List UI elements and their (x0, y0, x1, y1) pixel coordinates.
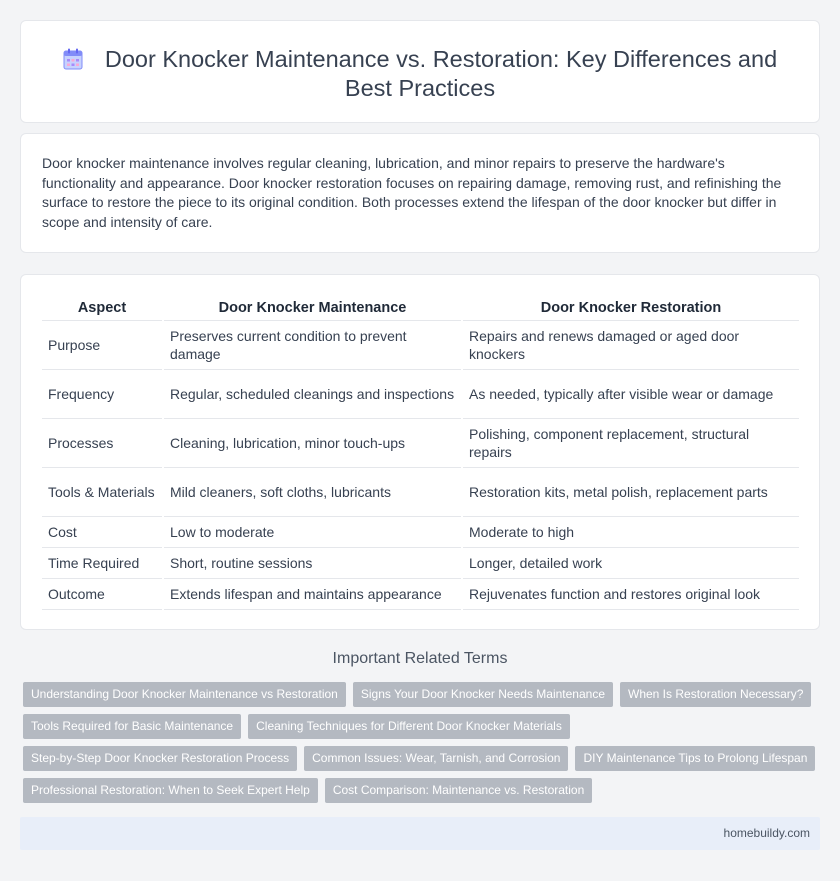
related-term-tag[interactable]: Common Issues: Wear, Tarnish, and Corrosion (304, 746, 568, 771)
table-row (42, 467, 799, 516)
table-cell: Cost (42, 516, 163, 547)
table-cell: Purpose (42, 320, 163, 369)
calendar-icon (63, 48, 83, 70)
table-cell: Tools & Materials (42, 467, 163, 516)
table-cell: Regular, scheduled cleanings and inspections (163, 369, 462, 418)
footer-bar (20, 817, 820, 850)
related-term-tag[interactable]: Tools Required for Basic Maintenance (23, 714, 241, 739)
table-cell: Mild cleaners, soft cloths, lubricants (163, 467, 462, 516)
table-cell: Frequency (42, 369, 163, 418)
table-cell: Moderate to high (462, 516, 799, 547)
table-cell: Short, routine sessions (163, 547, 462, 578)
table-row (42, 369, 799, 418)
page-title: Door Knocker Maintenance vs. Restoration: Key Differences and Best Practices (104, 46, 778, 101)
header-aspect: Aspect (42, 295, 163, 320)
related-term-tag[interactable]: When Is Restoration Necessary? (620, 682, 811, 707)
comparison-table (42, 295, 799, 610)
comparison-card (20, 274, 820, 630)
table-row (42, 547, 799, 578)
table-cell: Longer, detailed work (462, 547, 799, 578)
table-header-row (42, 295, 799, 320)
header-restoration: Door Knocker Restoration (462, 295, 799, 320)
intro-paragraph: Door knocker maintenance involves regular cleaning, lubrication, and minor repairs to preserve the hardware's functionality and appearance. Door knocker restoration focuses on repairing damage, removing rust, and refinishing the surface to restore the piece to its original condition. Both processes extend the lifespan of the door knocker but differ in scope and intensity of care. (42, 155, 782, 230)
related-term-tag[interactable]: Cleaning Techniques for Different Door Knocker Materials (248, 714, 570, 739)
header-maintenance: Door Knocker Maintenance (163, 295, 462, 320)
related-term-tag[interactable]: Cost Comparison: Maintenance vs. Restoration (325, 778, 592, 803)
table-row (42, 418, 799, 467)
table-cell: Repairs and renews damaged or aged door knockers (462, 320, 799, 369)
related-term-tag[interactable]: Understanding Door Knocker Maintenance vs Restoration (23, 682, 346, 707)
related-term-tag[interactable]: DIY Maintenance Tips to Prolong Lifespan (575, 746, 815, 771)
related-term-tag[interactable]: Professional Restoration: When to Seek Expert Help (23, 778, 318, 803)
table-row (42, 320, 799, 369)
intro-card (20, 133, 820, 253)
page-title-wrap (61, 45, 779, 103)
table-cell: Restoration kits, metal polish, replacement parts (462, 467, 799, 516)
table-cell: Outcome (42, 578, 163, 609)
table-cell: Time Required (42, 547, 163, 578)
table-cell: Extends lifespan and maintains appearance (163, 578, 462, 609)
table-row (42, 578, 799, 609)
related-term-tag[interactable]: Signs Your Door Knocker Needs Maintenance (353, 682, 613, 707)
table-row (42, 516, 799, 547)
related-term-tag[interactable]: Step-by-Step Door Knocker Restoration Process (23, 746, 297, 771)
title-card (20, 20, 820, 123)
related-terms-list (23, 682, 823, 810)
table-cell: Rejuvenates function and restores original look (462, 578, 799, 609)
table-cell: Polishing, component replacement, structural repairs (462, 418, 799, 467)
table-cell: Processes (42, 418, 163, 467)
footer-site-link[interactable]: homebuildy.com (723, 826, 810, 840)
table-cell: Low to moderate (163, 516, 462, 547)
table-cell: Preserves current condition to prevent damage (163, 320, 462, 369)
table-cell: Cleaning, lubrication, minor touch-ups (163, 418, 462, 467)
related-terms-heading: Important Related Terms (332, 650, 508, 667)
table-cell: As needed, typically after visible wear or damage (462, 369, 799, 418)
